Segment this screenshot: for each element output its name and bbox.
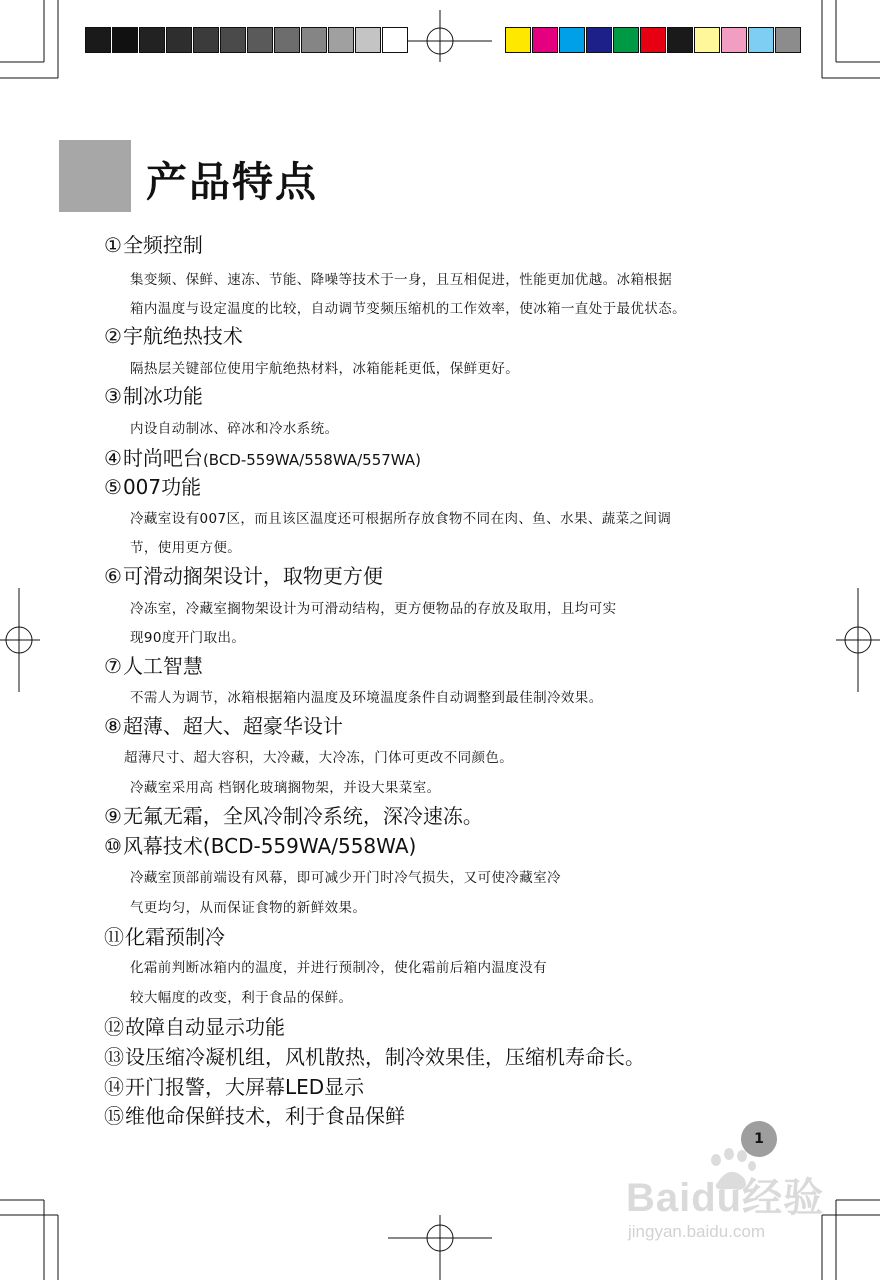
gray-swatch (85, 27, 111, 53)
feature-heading: ⑨无氟无霜，全风冷制冷系统，深冷速冻。 (104, 804, 483, 828)
feature-heading: ②宇航绝热技术 (104, 324, 243, 348)
gray-swatch (247, 27, 273, 53)
color-swatch (694, 27, 720, 53)
color-swatch (613, 27, 639, 53)
feature-heading: ⑪化霜预制冷 (104, 925, 225, 949)
color-bar (505, 27, 802, 53)
feature-desc: 冷冻室，冷藏室搁物架设计为可滑动结构，更方便物品的存放及取用，且均可实 (130, 601, 617, 617)
color-swatch (532, 27, 558, 53)
title-block (59, 140, 131, 212)
gray-swatch (301, 27, 327, 53)
feature-desc: 气更均匀，从而保证食物的新鲜效果。 (130, 900, 367, 916)
feature-desc: 节，使用更方便。 (130, 540, 242, 556)
gray-swatch (220, 27, 246, 53)
baidu-watermark (626, 1148, 826, 1248)
feature-heading: ⑩风幕技术(BCD-559WA/558WA) (104, 834, 417, 858)
grayscale-bar (85, 27, 409, 53)
feature-desc: 超薄尺寸、超大容积，大冷藏，大冷冻，门体可更改不同颜色。 (124, 750, 514, 766)
feature-heading: ⑮维他命保鲜技术，利于食品保鲜 (104, 1104, 405, 1128)
feature-heading: ⑭开门报警，大屏幕LED显示 (104, 1075, 365, 1099)
feature-desc: 现90度开门取出。 (130, 630, 246, 646)
color-swatch (505, 27, 531, 53)
gray-swatch (112, 27, 138, 53)
feature-heading: ⑫故障自动显示功能 (104, 1015, 285, 1039)
gray-swatch (166, 27, 192, 53)
page-title: 产品特点 (146, 158, 318, 206)
page-number: 1 (741, 1121, 777, 1157)
feature-desc: 较大幅度的改变，利于食品的保鲜。 (130, 990, 353, 1006)
feature-desc: 化霜前判断冰箱内的温度，并进行预制冷，使化霜前后箱内温度没有 (130, 960, 547, 976)
watermark-url: jingyan.baidu.com (628, 1222, 766, 1241)
gray-swatch (382, 27, 408, 53)
feature-heading: ⑦人工智慧 (104, 654, 203, 678)
feature-desc: 冷藏室顶部前端设有风幕，即可减少开门时冷气损失，又可使冷藏室冷 (130, 870, 561, 886)
gray-swatch (274, 27, 300, 53)
feature-heading: ⑤007功能 (104, 475, 202, 499)
watermark-brand: Baidu经验 (626, 1176, 825, 1220)
color-swatch (775, 27, 801, 53)
color-swatch (586, 27, 612, 53)
feature-desc: 内设自动制冰、碎冰和冷水系统。 (130, 421, 339, 437)
feature-desc: 隔热层关键部位使用宇航绝热材料，冰箱能耗更低，保鲜更好。 (130, 361, 520, 377)
color-swatch (559, 27, 585, 53)
gray-swatch (139, 27, 165, 53)
gray-swatch (193, 27, 219, 53)
color-swatch (667, 27, 693, 53)
feature-desc: 冷藏室采用高 档钢化玻璃搁物架，并设大果菜室。 (130, 780, 441, 796)
feature-desc: 集变频、保鲜、速冻、节能、降噪等技术于一身，且互相促进，性能更加优越。冰箱根据 (130, 272, 673, 288)
gray-swatch (355, 27, 381, 53)
feature-heading: ①全频控制 (104, 233, 203, 257)
feature-heading: ④时尚吧台(BCD-559WA/558WA/557WA) (104, 446, 421, 470)
feature-heading: ⑬设压缩冷凝机组，风机散热，制冷效果佳，压缩机寿命长。 (104, 1045, 645, 1069)
feature-heading: ③制冰功能 (104, 384, 203, 408)
feature-desc: 箱内温度与设定温度的比较，自动调节变频压缩机的工作效率，使冰箱一直处于最优状态。 (130, 301, 686, 317)
feature-desc: 不需人为调节，冰箱根据箱内温度及环境温度条件自动调整到最佳制冷效果。 (130, 690, 603, 706)
feature-desc: 冷藏室设有007区，而且该区温度还可根据所存放食物不同在肉、鱼、水果、蔬菜之间调 (130, 511, 672, 527)
color-swatch (640, 27, 666, 53)
gray-swatch (328, 27, 354, 53)
color-swatch (748, 27, 774, 53)
color-swatch (721, 27, 747, 53)
feature-heading: ⑧超薄、超大、超豪华设计 (104, 714, 343, 738)
feature-heading: ⑥可滑动搁架设计，取物更方便 (104, 564, 383, 588)
